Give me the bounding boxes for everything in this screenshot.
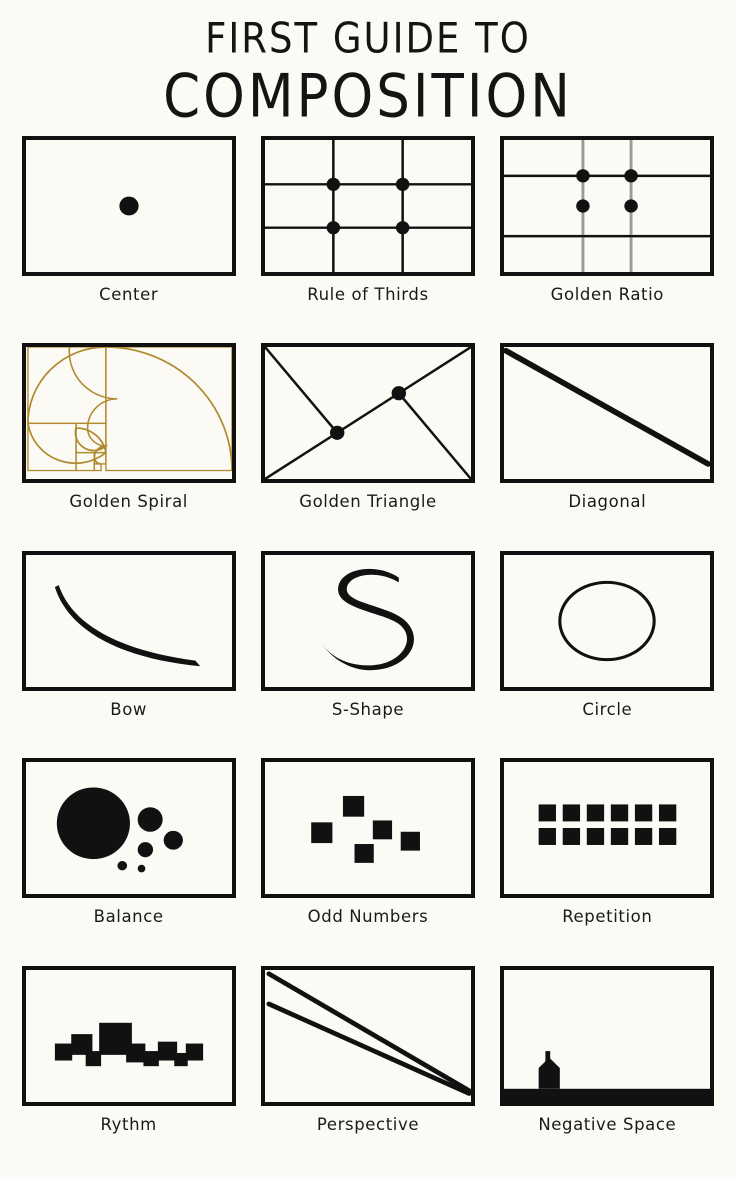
diagram-frame-negative-space [500,966,714,1106]
diagram-frame-circle [500,551,714,691]
diagram-cell-negative-space [499,966,716,1167]
diagram-frame-golden-spiral [22,343,236,483]
diagram-caption: Perspective [316,1114,420,1134]
diagram-frame-repetition [500,758,714,898]
diagram-cell-golden-triangle [259,343,476,544]
diagram-cell-odd-numbers [259,758,476,959]
title-line-2: COMPOSITION [163,62,573,131]
diagram-frame-perspective [261,966,475,1106]
diagram-frame-golden-triangle [261,343,475,483]
diagram-frame-bow [22,551,236,691]
s-shape-icon [265,555,471,687]
diagram-frame-golden-ratio [500,136,714,276]
diagram-caption: Golden Spiral [69,492,188,512]
diagram-cell-balance [20,758,237,959]
diagram-grid [20,136,716,1167]
diagram-caption: Rythm [100,1114,157,1134]
bow-icon [26,555,232,687]
golden-ratio-icon [504,140,710,272]
negative-space-icon [504,970,710,1102]
diagram-frame-center [22,136,236,276]
diagram-frame-odd-numbers [261,758,475,898]
diagram-cell-golden-ratio [499,136,716,337]
balance-icon [26,762,232,894]
center-icon [26,140,232,272]
repetition-icon [504,762,710,894]
diagram-frame-rythm [22,966,236,1106]
diagram-cell-center [20,136,237,337]
diagram-cell-rule-of-thirds [259,136,476,337]
rythm-icon [26,970,232,1102]
diagram-caption: Repetition [562,907,653,927]
diagram-frame-balance [22,758,236,898]
diagram-caption: Golden Ratio [550,285,664,305]
odd-numbers-icon [265,762,471,894]
diagram-cell-diagonal [499,343,716,544]
circle-icon [504,555,710,687]
diagram-cell-repetition [499,758,716,959]
diagram-caption: Rule of Thirds [307,285,429,305]
golden-triangle-icon [265,347,471,479]
page-title [20,14,716,131]
diagram-caption: Golden Triangle [299,492,437,512]
diagram-frame-rule-of-thirds [261,136,475,276]
diagram-cell-bow [20,551,237,752]
diagram-caption: Odd Numbers [307,907,429,927]
diagonal-icon [504,347,710,479]
diagram-frame-diagonal [500,343,714,483]
diagram-cell-perspective [259,966,476,1167]
diagram-caption: Bow [110,699,148,719]
title-line-1: FIRST GUIDE TO [205,14,531,63]
golden-spiral-icon [26,347,232,479]
perspective-icon [265,970,471,1102]
diagram-caption: Circle [582,699,633,719]
diagram-caption: Negative Space [538,1114,677,1134]
diagram-cell-s-shape [259,551,476,752]
diagram-caption: S-Shape [331,699,405,719]
diagram-caption: Diagonal [568,492,647,512]
diagram-caption: Center [99,285,159,305]
rule-of-thirds-icon [265,140,471,272]
diagram-cell-golden-spiral [20,343,237,544]
diagram-cell-circle [499,551,716,752]
diagram-caption: Balance [93,907,164,927]
diagram-cell-rythm [20,966,237,1167]
diagram-frame-s-shape [261,551,475,691]
